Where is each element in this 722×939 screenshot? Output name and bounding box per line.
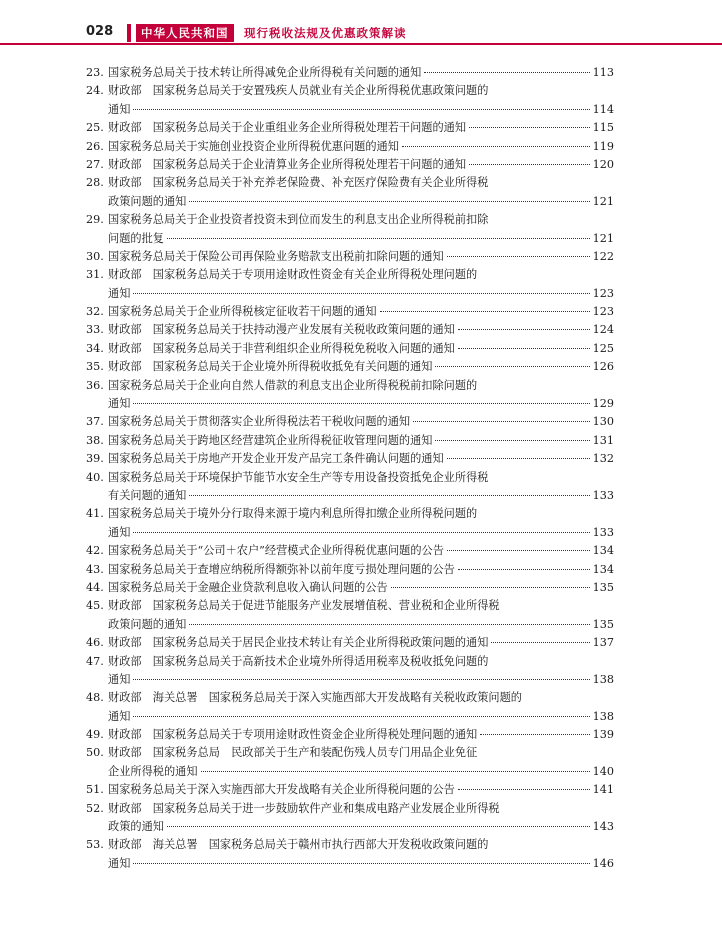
toc-line — [86, 524, 614, 542]
toc-entry-title: 企业所得税的通知 — [108, 764, 198, 778]
dot-leader — [133, 293, 589, 294]
toc-entry-title: 财政部 国家税务总局关于高新技术企业境外所得适用税率及税收抵免问题的 — [108, 654, 489, 668]
toc-page-number: 124 — [592, 323, 614, 337]
toc-entry — [86, 469, 614, 506]
toc-entry — [86, 174, 614, 211]
book-title: 现行税收法规及优惠政策解读 — [244, 26, 407, 40]
toc-entry-number: 38. — [86, 433, 104, 447]
toc-entry — [86, 689, 614, 726]
dot-leader — [167, 238, 590, 239]
toc-line — [86, 174, 614, 192]
toc-entry — [86, 781, 614, 799]
dot-leader — [458, 348, 590, 349]
toc-entry — [86, 800, 614, 837]
toc-entry — [86, 82, 614, 119]
toc-entry — [86, 211, 614, 248]
dot-leader — [167, 826, 590, 827]
toc-entry-number: 32. — [86, 305, 104, 319]
toc-entry-title: 财政部 国家税务总局 民政部关于生产和装配伤残人员专门用品企业免征 — [108, 746, 478, 760]
toc-line — [86, 800, 614, 818]
toc-line — [86, 505, 614, 523]
dot-leader — [133, 532, 589, 533]
toc-entry-title: 通知 — [108, 856, 131, 870]
toc-entry-title: 国家税务总局关于“公司＋农户”经营模式企业所得税优惠问题的公告 — [108, 544, 444, 558]
toc-entry-title: 通知 — [108, 397, 131, 411]
toc-entry — [86, 450, 614, 468]
toc-entry-title: 问题的批复 — [108, 231, 164, 245]
toc-line — [86, 561, 614, 579]
dot-leader — [413, 421, 590, 422]
dot-leader — [458, 569, 590, 570]
toc-entry-number: 33. — [86, 323, 104, 337]
toc-entry-number: 31. — [86, 268, 104, 282]
toc-entry-title: 通知 — [108, 525, 131, 539]
dot-leader — [447, 256, 590, 257]
toc-entry — [86, 505, 614, 542]
toc-line — [86, 469, 614, 487]
toc-entry-title: 国家税务总局关于企业向自然人借款的利息支出企业所得税税前扣除问题的 — [108, 378, 478, 392]
toc-entry — [86, 597, 614, 634]
toc-line — [86, 82, 614, 100]
toc-page-number: 134 — [592, 562, 614, 576]
toc-entry — [86, 542, 614, 560]
toc-entry — [86, 266, 614, 303]
dot-leader — [391, 587, 590, 588]
page-header — [0, 22, 722, 44]
toc-entry-number: 36. — [86, 378, 104, 392]
toc-entry-number: 26. — [86, 139, 104, 153]
toc-entry-title: 财政部 国家税务总局关于企业境外所得税收抵免有关问题的通知 — [108, 360, 433, 374]
toc-line — [86, 744, 614, 762]
toc-line — [86, 211, 614, 229]
toc-entry-number: 23. — [86, 66, 104, 79]
toc-page-number: 126 — [592, 360, 614, 374]
toc-page-number: 143 — [592, 820, 614, 834]
dot-leader — [469, 127, 590, 128]
toc-entry-number: 46. — [86, 636, 104, 650]
toc-entry-title: 国家税务总局关于企业所得税核定征收若干问题的通知 — [108, 305, 377, 319]
toc-entry-title: 财政部 国家税务总局关于专项用途财政性资金企业所得税处理问题的通知 — [108, 728, 478, 742]
toc-page-number: 123 — [592, 305, 614, 319]
toc-line — [86, 395, 614, 413]
dot-leader — [133, 716, 589, 717]
dot-leader — [458, 789, 590, 790]
toc-entry-title: 财政部 国家税务总局关于非营利组织企业所得税免税收入问题的通知 — [108, 341, 455, 355]
toc-page-number: 130 — [592, 415, 614, 429]
toc-entry-number: 43. — [86, 562, 104, 576]
toc-page-number: 121 — [592, 231, 614, 245]
toc-line — [86, 579, 614, 597]
toc-entry-number: 35. — [86, 360, 104, 374]
toc-page-number: 120 — [592, 157, 614, 171]
toc-line — [86, 358, 614, 376]
toc-entry-title: 通知 — [108, 102, 131, 116]
toc-page-number: 137 — [592, 636, 614, 650]
toc-entry-title: 财政部 国家税务总局关于补充养老保险费、补充医疗保险费有关企业所得税 — [108, 176, 489, 190]
toc-line — [86, 193, 614, 211]
toc-entry-number: 53. — [86, 838, 104, 852]
toc-line — [86, 230, 614, 248]
dot-leader — [435, 440, 589, 441]
toc-line — [86, 689, 614, 707]
toc-line — [86, 285, 614, 303]
toc-entry-number: 29. — [86, 213, 104, 227]
toc-page-number: 121 — [592, 194, 614, 208]
toc-page-number: 140 — [592, 764, 614, 778]
toc-line — [86, 634, 614, 652]
toc-page-number: 135 — [592, 580, 614, 594]
toc-entry-title: 国家税务总局关于保险公司再保险业务赔款支出税前扣除问题的通知 — [108, 249, 444, 263]
toc-line — [86, 542, 614, 560]
toc-line — [86, 653, 614, 671]
header-accent-bar — [127, 24, 131, 42]
toc-page-number: 133 — [592, 488, 614, 502]
dot-leader — [435, 366, 589, 367]
toc-entry-title: 通知 — [108, 286, 131, 300]
toc-entry — [86, 432, 614, 450]
toc-entry-title: 国家税务总局关于境外分行取得来源于境内利息所得扣缴企业所得税问题的 — [108, 507, 478, 521]
toc-entry-number: 27. — [86, 157, 104, 171]
dot-leader — [447, 458, 590, 459]
toc-line — [86, 763, 614, 781]
toc-entry — [86, 64, 614, 82]
toc-line — [86, 64, 614, 82]
toc-entry-title: 财政部 国家税务总局关于居民企业技术转让有关企业所得税政策问题的通知 — [108, 636, 489, 650]
dot-leader — [133, 863, 589, 864]
toc-line — [86, 818, 614, 836]
toc-entry-title: 国家税务总局关于技术转让所得减免企业所得税有关问题的通知 — [108, 66, 422, 79]
dot-leader — [133, 679, 589, 680]
dot-leader — [133, 109, 589, 110]
toc-page-number: 131 — [592, 433, 614, 447]
dot-leader — [491, 642, 589, 643]
dot-leader — [402, 146, 590, 147]
toc-entry-number: 50. — [86, 746, 104, 760]
toc-line — [86, 101, 614, 119]
toc-page-number: 129 — [592, 397, 614, 411]
toc-entry-number: 39. — [86, 452, 104, 466]
toc-page-number: 133 — [592, 525, 614, 539]
toc-entry-title: 财政部 国家税务总局关于扶持动漫产业发展有关税收政策问题的通知 — [108, 323, 455, 337]
toc-entry-number: 25. — [86, 121, 104, 135]
toc-entry-number: 24. — [86, 84, 104, 98]
toc-line — [86, 781, 614, 799]
toc-entry-title: 政策问题的通知 — [108, 617, 187, 631]
toc-entry — [86, 358, 614, 376]
header-rule — [0, 43, 722, 45]
toc-line — [86, 432, 614, 450]
toc-entry-title: 国家税务总局关于跨地区经营建筑企业所得税征收管理问题的通知 — [108, 433, 433, 447]
toc-entry — [86, 413, 614, 431]
toc-line — [86, 321, 614, 339]
toc-line — [86, 413, 614, 431]
dot-leader — [189, 201, 589, 202]
toc-entry-title: 国家税务总局关于房地产开发企业开发产品完工条件确认问题的通知 — [108, 452, 444, 466]
toc-entry — [86, 248, 614, 266]
toc-entry-title: 国家税务总局关于深入实施西部大开发战略有关企业所得税问题的公告 — [108, 783, 455, 797]
toc-entry — [86, 653, 614, 690]
toc-line — [86, 597, 614, 615]
toc-entry-title: 国家税务总局关于企业投资者投资未到位而发生的利息支出企业所得税前扣除 — [108, 213, 489, 227]
toc-entry-title: 财政部 国家税务总局关于企业清算业务企业所得税处理若干问题的通知 — [108, 157, 467, 171]
toc-entry-title: 通知 — [108, 672, 131, 686]
toc-page-number: 119 — [592, 139, 614, 153]
toc-page-number: 125 — [592, 341, 614, 355]
toc-page-number: 139 — [592, 728, 614, 742]
dot-leader — [133, 403, 589, 404]
toc-entry-number: 30. — [86, 249, 104, 263]
toc-entry-title: 国家税务总局关于实施创业投资企业所得税优惠问题的通知 — [108, 139, 399, 153]
toc-entry-title: 财政部 国家税务总局关于企业重组业务企业所得税处理若干问题的通知 — [108, 121, 467, 135]
toc-entry-title: 国家税务总局关于金融企业贷款利息收入确认问题的公告 — [108, 580, 388, 594]
toc-line — [86, 726, 614, 744]
toc-line — [86, 303, 614, 321]
dot-leader — [458, 329, 590, 330]
toc-entry-number: 28. — [86, 176, 104, 190]
toc-line — [86, 248, 614, 266]
toc-entry-number: 51. — [86, 783, 104, 797]
toc-page-number: 122 — [592, 249, 614, 263]
toc-entry-number: 42. — [86, 544, 104, 558]
toc-page-number: 146 — [592, 856, 614, 870]
toc-line — [86, 377, 614, 395]
toc-line — [86, 450, 614, 468]
toc-line — [86, 487, 614, 505]
toc-entry — [86, 561, 614, 579]
page-number: 028 — [86, 24, 114, 39]
toc-line — [86, 855, 614, 873]
toc-entry — [86, 377, 614, 414]
toc-entry-title: 政策的通知 — [108, 820, 164, 834]
toc-entry-number: 34. — [86, 341, 104, 355]
toc-line — [86, 671, 614, 689]
toc-entry-title: 国家税务总局关于贯彻落实企业所得税法若干税收问题的通知 — [108, 415, 411, 429]
toc-entry — [86, 119, 614, 137]
toc-entry-number: 40. — [86, 470, 104, 484]
table-of-contents — [86, 64, 614, 873]
toc-entry — [86, 156, 614, 174]
dot-leader — [480, 734, 589, 735]
toc-page-number: 134 — [592, 544, 614, 558]
dot-leader — [424, 72, 589, 73]
toc-entry-number: 44. — [86, 580, 104, 594]
toc-entry-number: 37. — [86, 415, 104, 429]
toc-entry-title: 财政部 国家税务总局关于进一步鼓励软件产业和集成电路产业发展企业所得税 — [108, 801, 500, 815]
toc-entry — [86, 744, 614, 781]
toc-page-number: 141 — [592, 783, 614, 797]
toc-entry — [86, 634, 614, 652]
toc-page-number: 135 — [592, 617, 614, 631]
dot-leader — [201, 771, 590, 772]
series-label: 中华人民共和国 — [136, 24, 234, 42]
toc-page-number: 115 — [592, 121, 614, 135]
toc-line — [86, 708, 614, 726]
toc-entry — [86, 726, 614, 744]
dot-leader — [447, 550, 590, 551]
toc-entry-title: 财政部 海关总署 国家税务总局关于深入实施西部大开发战略有关税收政策问题的 — [108, 691, 522, 705]
toc-line — [86, 340, 614, 358]
toc-entry-title: 有关问题的通知 — [108, 488, 187, 502]
toc-entry-title: 财政部 国家税务总局关于专项用途财政性资金有关企业所得税处理问题的 — [108, 268, 478, 282]
toc-line — [86, 138, 614, 156]
toc-entry — [86, 579, 614, 597]
toc-page-number: 123 — [592, 286, 614, 300]
toc-entry-number: 47. — [86, 654, 104, 668]
toc-entry-number: 49. — [86, 728, 104, 742]
toc-entry-number: 48. — [86, 691, 104, 705]
toc-entry-title: 国家税务总局关于查增应纳税所得额弥补以前年度亏损处理问题的公告 — [108, 562, 455, 576]
toc-entry — [86, 138, 614, 156]
toc-entry-title: 财政部 国家税务总局关于促进节能服务产业发展增值税、营业税和企业所得税 — [108, 599, 500, 613]
toc-page-number: 138 — [592, 672, 614, 686]
toc-line — [86, 119, 614, 137]
toc-entry-number: 52. — [86, 801, 104, 815]
toc-entry — [86, 836, 614, 873]
toc-entry-title: 政策问题的通知 — [108, 194, 187, 208]
toc-page-number: 132 — [592, 452, 614, 466]
dot-leader — [469, 164, 590, 165]
toc-entry-title: 财政部 国家税务总局关于安置残疾人员就业有关企业所得税优惠政策问题的 — [108, 84, 489, 98]
toc-page-number: 114 — [592, 102, 614, 116]
toc-page-number: 138 — [592, 709, 614, 723]
toc-line — [86, 836, 614, 854]
dot-leader — [189, 624, 589, 625]
toc-entry — [86, 303, 614, 321]
dot-leader — [189, 495, 589, 496]
toc-page-number: 113 — [592, 66, 614, 79]
toc-line — [86, 616, 614, 634]
toc-line — [86, 156, 614, 174]
toc-entry-number: 41. — [86, 507, 104, 521]
dot-leader — [380, 311, 590, 312]
toc-entry-title: 国家税务总局关于环境保护节能节水安全生产等专用设备投资抵免企业所得税 — [108, 470, 489, 484]
toc-entry — [86, 340, 614, 358]
toc-entry-title: 财政部 海关总署 国家税务总局关于赣州市执行西部大开发税收政策问题的 — [108, 838, 489, 852]
toc-entry-title: 通知 — [108, 709, 131, 723]
toc-line — [86, 266, 614, 284]
toc-entry — [86, 321, 614, 339]
toc-entry-number: 45. — [86, 599, 104, 613]
